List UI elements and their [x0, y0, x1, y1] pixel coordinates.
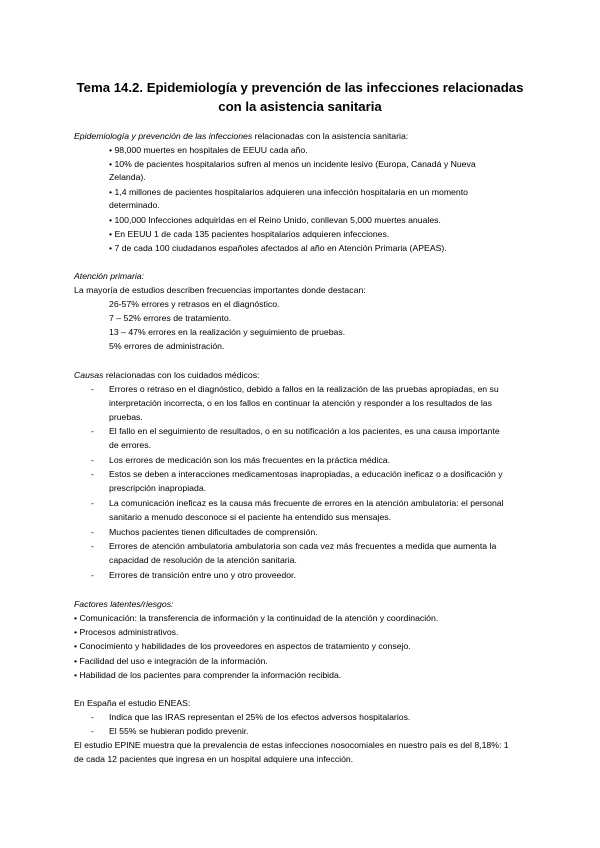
intro-heading [74, 131, 408, 142]
causes-heading-rest: relacionadas con los cuidados médicos: [103, 370, 260, 380]
factor-item: • Habilidad de los pacientes para comprender la información recibida. [74, 670, 342, 680]
intro-bullet-cont: determinado. [109, 200, 160, 210]
cause-line: La comunicación ineficaz es la causa más frecuente de errores en la atención ambulatoria: el personal [109, 498, 504, 508]
intro-heading-italic: Epidemiología y prevención de las infecciones [74, 131, 253, 141]
intro-bullet: • 10% de pacientes hospitalarios sufren al menos un incidente lesivo (Europa, Canadá y Nueva [109, 159, 476, 169]
factor-item: • Comunicación: la transferencia de información y la continuidad de la atención y coordinación. [74, 613, 439, 623]
intro-bullet: • 1,4 millones de pacientes hospitalarios adquieren una infección hospitalaria en un momento [109, 187, 468, 197]
intro-heading-rest: relacionadas con la asistencia sanitaria: [252, 131, 409, 141]
cause-line: capacidad de resolución de la atención sanitaria. [109, 555, 297, 565]
list-dash: - [91, 498, 94, 508]
causes-heading-italic: Causas [74, 370, 104, 380]
list-dash: - [91, 426, 94, 436]
cause-line: pruebas. [109, 412, 143, 422]
intro-bullet: • 7 de cada 100 ciudadanos españoles afectados al año en Atención Primaria (APEAS). [109, 243, 447, 253]
list-dash: - [91, 712, 94, 722]
spain-intro: En España el estudio ENEAS: [74, 698, 191, 708]
cause-line: Errores de atención ambulatoria ambulatoria son cada vez más frecuentes a medida que aumenta la [109, 541, 497, 551]
primary-item: 13 – 47% errores en la realización y seguimiento de pruebas. [109, 327, 346, 337]
primary-item: 26-57% errores y retrasos en el diagnóstico. [109, 299, 280, 309]
factors-heading: Factores latentes/riesgos: [74, 599, 174, 609]
title-line-2: con la asistencia sanitaria [218, 99, 382, 114]
cause-line: Los errores de medicación son los más frecuentes en la práctica médica. [109, 455, 391, 465]
list-dash: - [91, 570, 94, 580]
page-title [60, 78, 540, 116]
list-dash: - [91, 384, 94, 394]
cause-line: prescripción inapropiada. [109, 483, 207, 493]
title-line-1: Tema 14.2. Epidemiología y prevención de las infecciones relacionadas [76, 80, 524, 95]
primary-item: 5% errores de administración. [109, 341, 225, 351]
factor-item: • Facilidad del uso e integración de la información. [74, 656, 268, 666]
list-dash: - [91, 541, 94, 551]
list-dash: - [91, 455, 94, 465]
spain-item: Indica que las IRAS representan el 25% de los efectos adversos hospitalarios. [109, 712, 411, 722]
cause-line: Errores o retraso en el diagnóstico, debido a fallos en la realización de las pruebas apropiadas, en su [109, 384, 499, 394]
factor-item: • Conocimiento y habilidades de los proveedores en aspectos de tratamiento y consejo. [74, 641, 411, 651]
cause-line: Muchos pacientes tienen dificultades de comprensión. [109, 527, 318, 537]
primary-heading: Atención primaria: [74, 271, 145, 281]
list-dash: - [91, 469, 94, 479]
intro-bullet-cont: Zelanda). [109, 172, 146, 182]
epine-line: de cada 12 pacientes que ingresa en un hospital adquiere una infección. [74, 754, 354, 764]
list-dash: - [91, 726, 94, 736]
cause-line: sanitario a menudo desconoce si el paciente ha entendido sus mensajes. [109, 512, 392, 522]
cause-line: Estos se deben a interacciones medicamentosas inapropiadas, a educación ineficaz o a dosificación y [109, 469, 503, 479]
cause-line: de errores. [109, 440, 152, 450]
primary-intro: La mayoría de estudios describen frecuencias importantes donde destacan: [74, 285, 366, 295]
epine-line: El estudio EPINE muestra que la prevalencia de estas infecciones nosocomiales en nuestro país es del 8,18%: 1 [74, 740, 509, 750]
intro-bullet: • 100,000 Infecciones adquiridas en el Reino Unido, conllevan 5,000 muertes anuales. [109, 215, 441, 225]
cause-line: Errores de transición entre uno y otro proveedor. [109, 570, 296, 580]
factor-item: • Procesos administrativos. [74, 627, 179, 637]
spain-item: El 55% se hubieran podido prevenir. [109, 726, 249, 736]
cause-line: El fallo en el seguimiento de resultados, o en su notificación a los pacientes, es una causa importante [109, 426, 500, 436]
intro-bullet: • En EEUU 1 de cada 135 pacientes hospitalarios adquieren infecciones. [109, 229, 390, 239]
primary-item: 7 – 52% errores de tratamiento. [109, 313, 232, 323]
list-dash: - [91, 527, 94, 537]
intro-bullet: • 98,000 muertes en hospitales de EEUU cada año. [109, 145, 308, 155]
cause-line: interpretación incorrecta, o en los fallos en continuar la atención y responder a los resultados de las [109, 398, 492, 408]
causes-heading [74, 370, 259, 381]
